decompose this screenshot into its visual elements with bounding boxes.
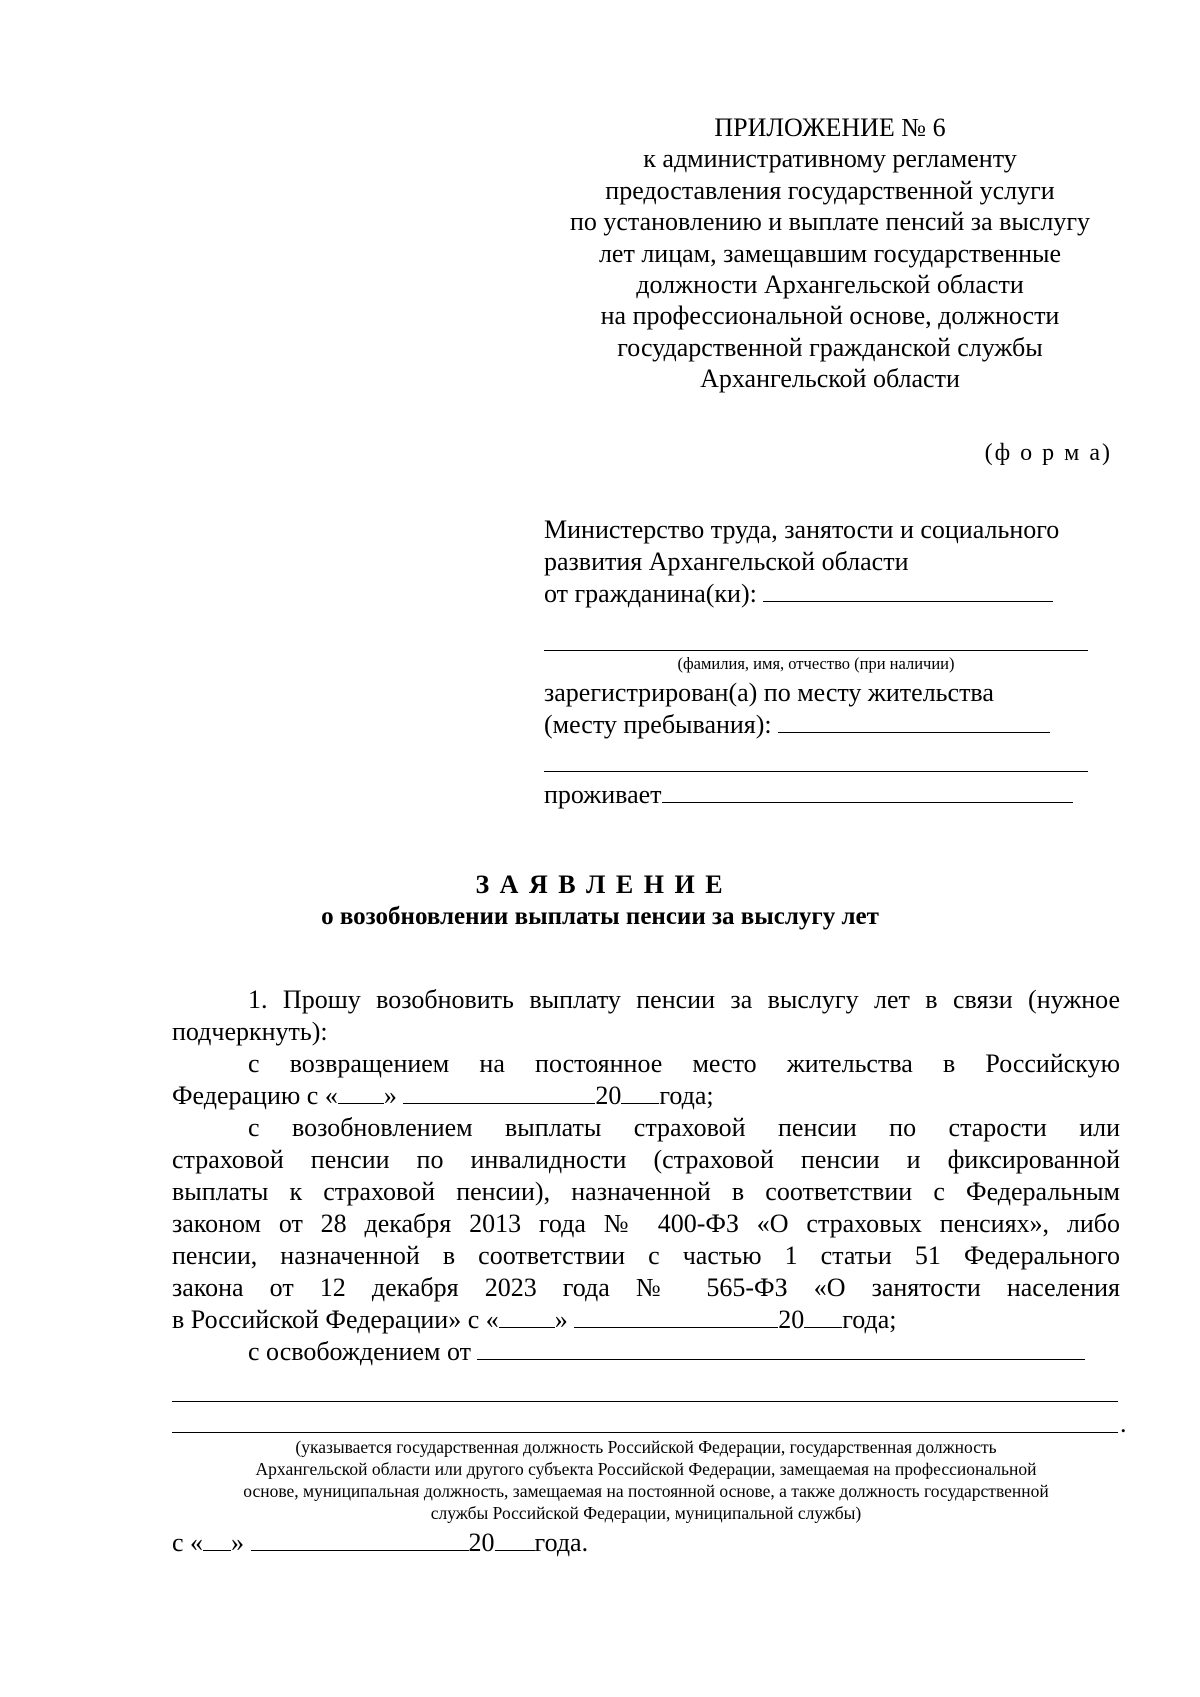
option-2-line: пенсии, назначенной в соответствии с частью 1 статьи 51 Федерального	[172, 1241, 1120, 1270]
residence-field[interactable]	[662, 801, 1073, 803]
option-2-year: 20	[778, 1305, 805, 1334]
addressee-line1: Министерство труда, занятости и социального	[544, 515, 1060, 544]
from-label: от гражданина(ки):	[544, 579, 757, 608]
annex-line: Архангельской области	[700, 364, 960, 394]
final-day-field[interactable]	[203, 1549, 231, 1551]
registration-field-line2[interactable]	[544, 771, 1088, 772]
registered-line1: зарегистрирован(а) по месту жительства	[544, 678, 994, 707]
registration-block	[544, 677, 1089, 741]
option-1-line: с возвращением на постоянное место жительства в Российскую	[248, 1049, 1120, 1078]
release-position-line2[interactable]	[172, 1401, 1118, 1402]
addressee-line2: развития Архангельской области	[544, 547, 909, 576]
position-hint	[172, 1436, 1120, 1524]
option-1-prefix: Федерацию с «	[172, 1081, 338, 1110]
option-2-line: выплаты к страховой пенсии), назначенной в соответствии с Федеральным	[172, 1177, 1120, 1206]
final-date-line	[172, 1527, 1120, 1559]
final-suffix: года.	[534, 1528, 589, 1557]
option-1-quote: »	[383, 1081, 397, 1110]
name-hint: (фамилия, имя, отчество (при наличии)	[677, 654, 955, 673]
option-1-year-field[interactable]	[621, 1102, 659, 1104]
annex-header	[540, 112, 1120, 395]
annex-line: по установлению и выплате пенсий за выслугу	[569, 207, 1091, 237]
option-2-year-field[interactable]	[804, 1326, 842, 1328]
paragraph-1-line: подчеркнуть):	[172, 1017, 328, 1046]
statement-body	[172, 984, 1120, 1368]
option-2-quote: »	[554, 1305, 568, 1334]
paragraph-1-line: 1. Прошу возобновить выплату пенсии за выслугу лет в связи (нужное	[248, 985, 1120, 1014]
annex-line: лет лицам, замещавшим государственные	[598, 238, 1062, 268]
option-2-date-line	[172, 1304, 1120, 1336]
document-title: З А Я В Л Е Н И Е	[475, 870, 725, 899]
option-2-line: законом от 28 декабря 2013 года № 400-ФЗ «О страховых пенсиях», либо	[172, 1209, 1120, 1238]
option-1-date-line	[172, 1080, 1120, 1112]
annex-line: государственной гражданской службы	[617, 332, 1043, 362]
from-name-field[interactable]	[763, 600, 1053, 602]
option-2-day-field[interactable]	[499, 1326, 555, 1328]
hint-line: основе, муниципальная должность, замещаемая на постоянной основе, а также должность государственной	[243, 1481, 1049, 1501]
release-position-end: .	[1120, 1409, 1127, 1438]
option-1-suffix: года;	[659, 1081, 714, 1110]
registered-line2: (месту пребывания):	[544, 710, 772, 739]
option-2-line: с возобновлением выплаты страховой пенсии по старости или	[248, 1113, 1120, 1142]
option-1-day-field[interactable]	[338, 1102, 384, 1104]
option-2-prefix: в Российской Федерации» с «	[172, 1305, 499, 1334]
final-month-field[interactable]	[251, 1549, 469, 1551]
release-position-field[interactable]	[477, 1358, 1085, 1360]
hint-line: (указывается государственная должность Российской Федерации, государственная должность	[295, 1437, 997, 1457]
lives-label: проживает	[544, 780, 662, 809]
release-position-line3[interactable]	[172, 1432, 1118, 1433]
final-prefix: с «	[172, 1528, 204, 1557]
option-2-line: закона от 12 декабря 2023 года № 565-ФЗ «О занятости населения	[172, 1273, 1120, 1302]
annex-line: на профессиональной основе, должности	[600, 301, 1060, 331]
hint-line: Архангельской области или другого субъекта Российской Федерации, замещаемая на профессиональной	[255, 1459, 1037, 1479]
option-2-suffix: года;	[842, 1305, 897, 1334]
hint-line: службы Российской Федерации, муниципальной службы)	[430, 1503, 862, 1523]
annex-line: должности Архангельской области	[636, 270, 1024, 300]
option-2-month-field[interactable]	[574, 1326, 778, 1328]
option-1-month-field[interactable]	[403, 1102, 595, 1104]
addressee-block	[544, 514, 1089, 610]
option-3-line	[172, 1336, 1120, 1368]
final-year-field[interactable]	[495, 1549, 535, 1551]
final-quote: »	[231, 1528, 245, 1557]
registration-field[interactable]	[778, 731, 1050, 733]
name-field-line2[interactable]	[544, 650, 1088, 651]
option-3-label: с освобождением от	[248, 1337, 471, 1366]
annex-line: предоставления государственной услуги	[605, 175, 1055, 205]
document-subtitle: о возобновлении выплаты пенсии за выслугу лет	[321, 903, 879, 930]
annex-line: ПРИЛОЖЕНИЕ № 6	[714, 113, 946, 142]
final-year: 20	[468, 1528, 495, 1557]
option-2-line: страховой пенсии по инвалидности (страховой пенсии и фиксированной	[172, 1145, 1120, 1174]
option-1-year: 20	[595, 1081, 622, 1110]
residence-block	[544, 779, 1089, 811]
form-label: (ф о р м а)	[984, 440, 1112, 466]
annex-line: к административному регламенту	[643, 144, 1017, 174]
